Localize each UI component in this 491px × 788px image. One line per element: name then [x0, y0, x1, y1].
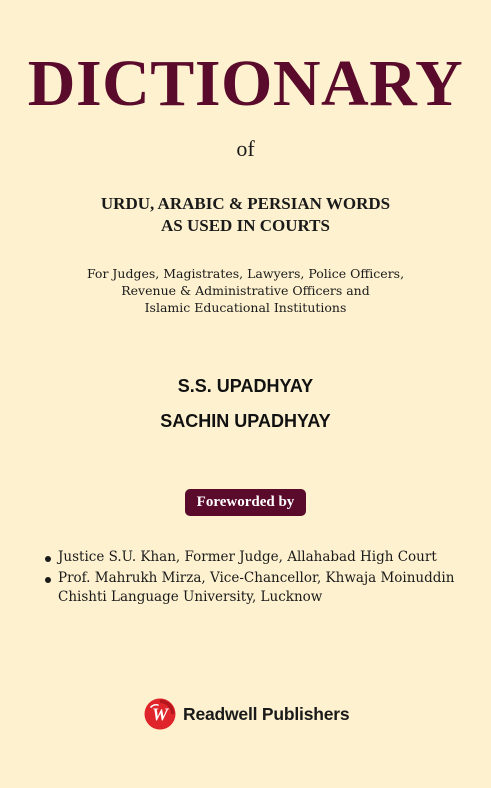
readwell-logo-icon — [144, 698, 176, 730]
publisher-block — [144, 697, 349, 731]
intended-audience — [0, 265, 491, 316]
author-name: S.S. UPADHYAY — [177, 376, 314, 396]
audience-line: For Judges, Magistrates, Lawyers, Police Officers, — [86, 266, 405, 281]
foreword-text: Justice S.U. Khan, Former Judge, Allahabad High Court — [58, 549, 437, 565]
foreword-item — [45, 548, 465, 567]
book-subtitle — [0, 193, 491, 237]
foreword-text: Prof. Mahrukh Mirza, Vice-Chancellor, Khwaja Moinuddin Chishti Language University, Lucknow — [58, 570, 455, 605]
book-title: DICTIONARY — [27, 47, 464, 120]
foreword-item — [45, 569, 465, 607]
title-connector: of — [236, 136, 255, 161]
bullet-icon — [45, 556, 51, 562]
subtitle-line: AS USED IN COURTS — [161, 216, 330, 235]
authors-block — [0, 369, 491, 439]
author-name: SACHIN UPADHYAY — [160, 411, 331, 431]
audience-line: Islamic Educational Institutions — [144, 300, 347, 315]
publisher-name: Readwell Publishers — [183, 703, 350, 724]
foreword-badge: Foreworded by — [185, 489, 306, 516]
subtitle-line: URDU, ARABIC & PERSIAN WORDS — [100, 194, 391, 213]
svg-text:W: W — [151, 704, 169, 725]
audience-line: Revenue & Administrative Officers and — [121, 283, 370, 298]
bullet-icon — [45, 577, 51, 583]
foreword-list — [45, 548, 465, 609]
